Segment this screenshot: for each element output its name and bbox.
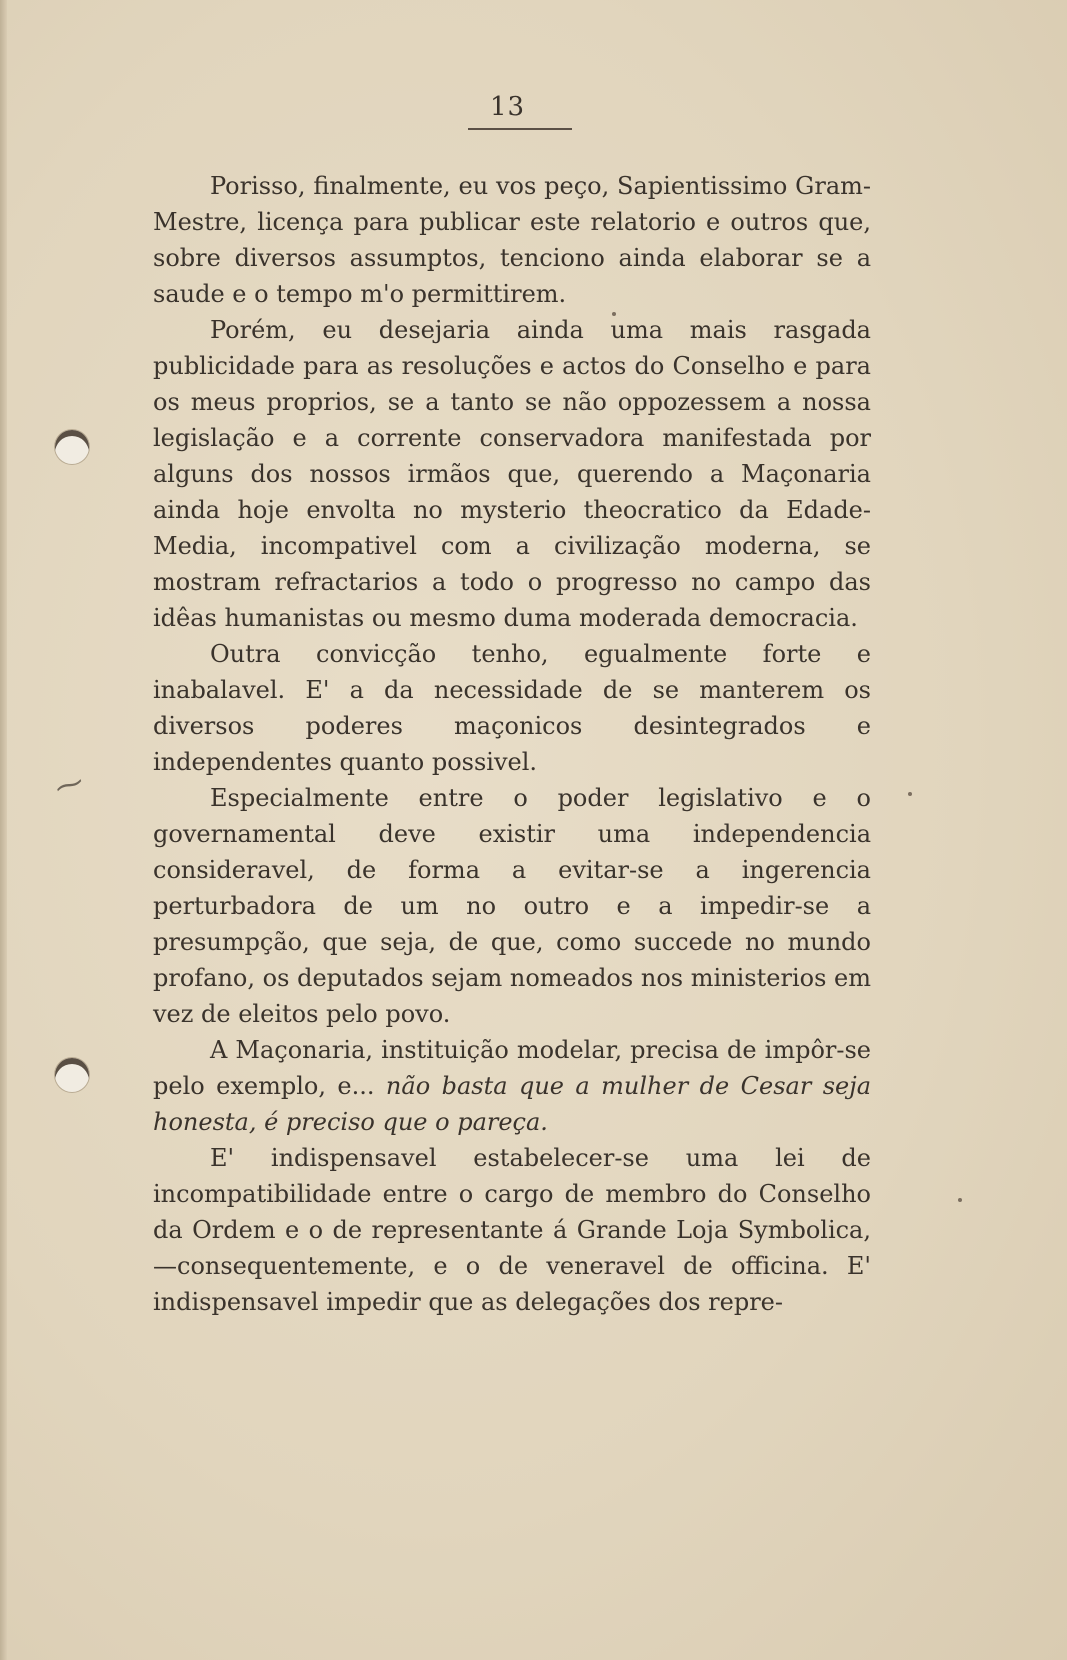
paragraph: Especialmente entre o poder legislativo e o governamental deve existir uma independencia consideravel, de forma a evitar-se a ingerencia perturbadora de um no outro e a impedir-se a presumpção, que seja, de que, como succede no mundo profano, os deputados sejam nomeados nos ministerios em vez de eleitos pelo povo. <box>153 784 871 1028</box>
page-number: 13 <box>490 92 526 122</box>
paragraph: Outra convicção tenho, egualmente forte e inabalavel. E' a da necessidade de se manterem os diversos poderes maçonicos desintegrados e independentes quanto possivel. <box>153 640 871 776</box>
punch-hole-icon <box>55 430 89 464</box>
margin-mark-icon: ⁓ <box>50 764 88 805</box>
paragraph <box>153 1032 871 1140</box>
paragraph: Porisso, finalmente, eu vos peço, Sapientissimo Gram-Mestre, licença para publicar este relatorio e outros que, sobre diversos assumptos, tenciono ainda elaborar se a saude e o tempo m'o permittirem. <box>153 172 871 308</box>
paragraph-text: A Maçonaria, instituição modelar, precisa de impôr-se pelo exemplo, e... <box>153 1036 871 1100</box>
paragraph: Porém, eu desejaria ainda uma mais rasgada publicidade para as resoluções e actos do Conselho e para os meus proprios, se a tanto se não oppozessem a nossa legislação e a corrente conservadora manifestada por alguns dos nossos irmãos que, querendo a Maçonaria ainda hoje envolta no mysterio theocratico da Edade-Media, incompativel com a civilização moderna, se mostram refractarios a todo o progresso no campo das idêas humanistas ou mesmo duma moderada democracia. <box>153 316 871 632</box>
paper-speck <box>908 792 912 796</box>
quotation-italic: não basta que a mulher de Cesar seja honesta, é preciso que o pareça. <box>153 1072 872 1136</box>
body-text <box>153 168 871 1320</box>
page-edge <box>0 0 7 1660</box>
paragraph: E' indispensavel estabelecer-se uma lei de incompatibilidade entre o cargo de membro do Conselho da Ordem e o de representante á Grande Loja Symbolica, —consequentemente, e o de veneravel de officina. E' indispensavel impedir que as delegações dos repre- <box>153 1144 871 1316</box>
page-number-rule <box>468 128 572 130</box>
paper-speck <box>958 1198 962 1202</box>
punch-hole-icon <box>55 1058 89 1092</box>
